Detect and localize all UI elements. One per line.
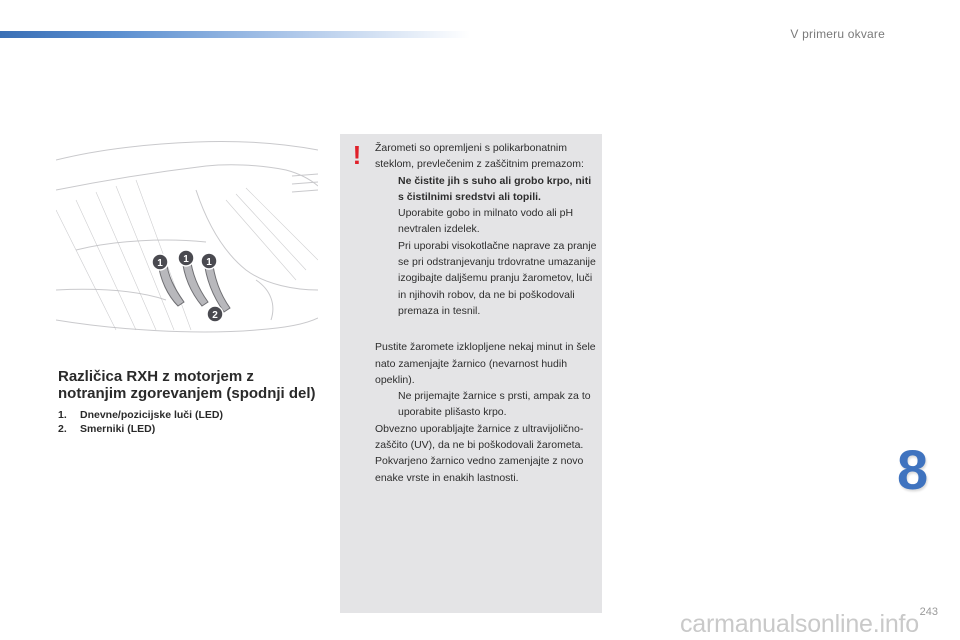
- car-front-lights-illustration: [56, 130, 318, 358]
- warning-paragraph: Pokvarjeno žarnico vedno zamenjajte z novo enake vrste in enakih lastnosti.: [375, 455, 584, 484]
- warning-text: [375, 140, 597, 486]
- svg-text:1: 1: [157, 258, 163, 269]
- bullet-item: [375, 388, 597, 421]
- variant-heading: [58, 368, 328, 402]
- warning-intro: Žarometi so opremljeni s polikarbonatnim steklom, prevlečenim z zaščitnim premazom:: [375, 142, 584, 171]
- variant-heading-line1: Različica RXH z motorjem z: [58, 368, 254, 385]
- chapter-number: 8: [897, 438, 929, 501]
- bullet-item: [375, 238, 597, 319]
- header-accent-bar: [0, 31, 470, 38]
- warning-box: [340, 134, 602, 613]
- page-number: 243: [919, 606, 938, 618]
- bullet-text: Pri uporabi visokotlačne naprave za pranje se pri odstranjevanju trdovratne umazanije izogibajte daljšemu pranju žarometov, luči in njihovih robov, da ne bi poškodovali premaza in tesnil.: [398, 239, 597, 317]
- bullet-text: Ne prijemajte žarnice s prsti, ampak za to uporabite plišasto krpo.: [398, 390, 591, 419]
- bullet-item: [375, 205, 597, 238]
- warning-paragraph: Obvezno uporabljajte žarnice z ultravijolično-zaščito (UV), da ne bi poškodovali žarometa.: [375, 422, 584, 452]
- legend-number: 2.: [58, 423, 67, 435]
- bullet-text: Ne čistite jih s suho ali grobo krpo, niti s čistilnimi sredstvi ali topili.: [398, 174, 592, 203]
- legend-label: Smerniki (LED): [80, 423, 156, 435]
- warning-paragraph: Pustite žaromete izklopljene nekaj minut in šele nato zamenjajte žarnico (nevarnost hudih opeklin).: [375, 341, 596, 386]
- bullet-text: Uporabite gobo in milnato vodo ali pH nevtralen izdelek.: [398, 207, 574, 236]
- svg-text:1: 1: [206, 257, 212, 268]
- legend: [58, 408, 328, 436]
- svg-text:2: 2: [212, 310, 218, 321]
- legend-item: [58, 422, 328, 436]
- legend-item: [58, 408, 328, 422]
- exclamation-icon: !: [352, 140, 362, 170]
- bullet-item: [375, 173, 597, 206]
- bullet-arrow-icon: [375, 238, 398, 319]
- svg-text:1: 1: [183, 254, 189, 265]
- legend-label: Dnevne/pozicijske luči (LED): [80, 409, 223, 421]
- legend-number: 1.: [58, 409, 67, 421]
- bullet-arrow-icon: [375, 205, 398, 238]
- watermark: carmanualsonline.info: [680, 610, 920, 638]
- bullet-arrow-icon: [375, 173, 398, 206]
- variant-heading-line2: notranjim zgorevanjem (spodnji del): [58, 385, 316, 402]
- section-title: V primeru okvare: [790, 27, 885, 41]
- bullet-arrow-icon: [375, 388, 398, 421]
